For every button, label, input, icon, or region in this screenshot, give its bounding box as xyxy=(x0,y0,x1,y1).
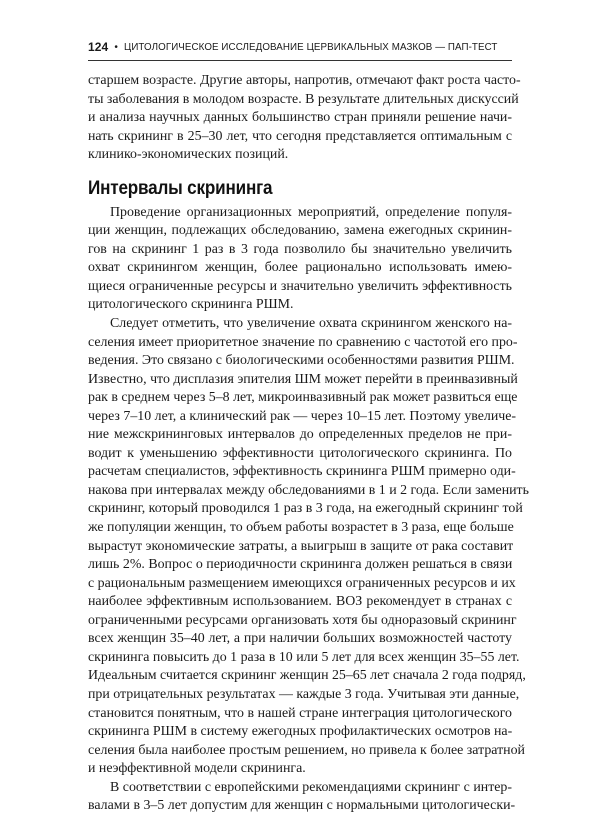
text-line: с рациональным размещением имеющихся ограниченных ресурсов и их xyxy=(88,575,516,591)
text-line: и анализа научных данных большинство стран приняли решение начи- xyxy=(88,110,512,126)
text-line: Проведение организационных мероприятий, определение популя- xyxy=(110,204,512,220)
text-line: валами в 3–5 лет допустим для женщин с нормальными цитологически- xyxy=(88,798,516,814)
text-line: старшем возрасте. Другие авторы, напротив, отмечают факт роста часто- xyxy=(88,73,521,88)
intro-paragraph xyxy=(88,72,521,165)
text-line: через 7–10 лет, а клинический рак — через 10–15 лет. Поэтому увеличе- xyxy=(88,408,517,424)
text-line: В соответствии с европейскими рекомендациями скрининг с интер- xyxy=(110,779,512,795)
text-line: Идеальным считается скрининг женщин 25–65 лет сначала 2 года подряд, xyxy=(88,668,526,684)
text-line: ции женщин, подлежащих обследованию, замена ежегодных скринин- xyxy=(88,223,512,239)
text-line: становится понятным, что в нашей стране интеграция цитологического xyxy=(88,705,512,721)
text-line: водит к уменьшению эффективности цитологического скрининга. По xyxy=(88,445,512,461)
page-number: 124 xyxy=(88,40,109,54)
section-heading: Интервалы скрининга xyxy=(88,177,273,199)
section-paragraph-1 xyxy=(88,204,512,315)
text-line: наиболее эффективным использованием. ВОЗ рекомендует в странах с xyxy=(88,594,512,610)
text-line: цитологического скрининга РШМ. xyxy=(88,297,294,313)
header-rule xyxy=(88,60,512,61)
text-line: ты заболевания в молодом возрасте. В результате длительных дискуссий xyxy=(88,91,519,107)
text-line: клинико-экономических позиций. xyxy=(88,147,289,163)
section-paragraph-3 xyxy=(88,779,516,816)
text-line: нать скрининг в 25–30 лет, что сегодня представляется оптимальным с xyxy=(88,128,512,144)
text-line: расчетам специалистов, эффективность скрининга РШМ примерно оди- xyxy=(88,464,516,480)
text-line: Известно, что дисплазия эпителия ШМ может перейти в преинвазивный xyxy=(88,371,518,387)
text-line: накова при интервалах между обследованиями в 1 и 2 года. Если заменить xyxy=(88,482,529,498)
text-line: гов на скрининг 1 раз в 3 года позволило бы значительно увеличить xyxy=(88,241,512,257)
text-line: рак в среднем через 5–8 лет, микроинвазивный рак может развиться еще xyxy=(88,390,518,406)
text-line: скрининг, который проводился 1 раз в 3 года, на ежегодный скрининг той xyxy=(88,501,523,517)
text-line: ведения. Это связано с биологическими особенностями развития РШМ. xyxy=(88,353,515,369)
text-line: же популяции женщин, то объем работы возрастет в 3 раза, еще больше xyxy=(88,520,514,536)
body-text xyxy=(88,72,529,816)
text-line: при отрицательных результатах — каждые 3 года. Учитывая эти данные, xyxy=(88,686,520,702)
section-paragraph-2 xyxy=(88,315,529,779)
text-line: охват скринингом женщин, более рационально использовать имею- xyxy=(88,260,512,276)
running-head-title: ЦИТОЛОГИЧЕСКОЕ ИССЛЕДОВАНИЕ ЦЕРВИКАЛЬНЫХ МАЗКОВ — ПАП-ТЕСТ xyxy=(123,41,498,53)
text-line: и неэффективной модели скрининга. xyxy=(88,761,306,777)
text-line: селения была наиболее простым решением, но привела к более затратной xyxy=(88,742,525,758)
text-line: скрининга повысить до 1 раза в 10 или 5 лет для всех женщин 35–55 лет. xyxy=(88,649,520,665)
text-line: скрининга РШМ в систему ежегодных профилактических осмотров на- xyxy=(88,724,513,740)
text-line: селения имеет приоритетное значение по сравнению с частотой его про- xyxy=(88,334,518,350)
text-line: ограниченными ресурсами организовать хотя бы одноразовый скрининг xyxy=(88,612,517,628)
running-head xyxy=(88,38,512,56)
text-line: вырастут экономические затраты, а выигрыш в защите от рака составит xyxy=(88,538,514,554)
bullet-separator: • xyxy=(114,41,118,53)
text-line: всех женщин 35–40 лет, а при наличии больших возможностей частоту xyxy=(88,631,512,647)
text-line: лишь 2%. Вопрос о периодичности скрининга должен решаться в связи xyxy=(88,557,513,573)
text-line: ние межскрининговых интервалов до определенных пределов не при- xyxy=(88,427,512,443)
text-line: щиеся ограниченные ресурсы и значительно увеличить эффективность xyxy=(88,278,512,294)
text-line: Следует отметить, что увеличение охвата скринингом женского на- xyxy=(110,316,512,332)
